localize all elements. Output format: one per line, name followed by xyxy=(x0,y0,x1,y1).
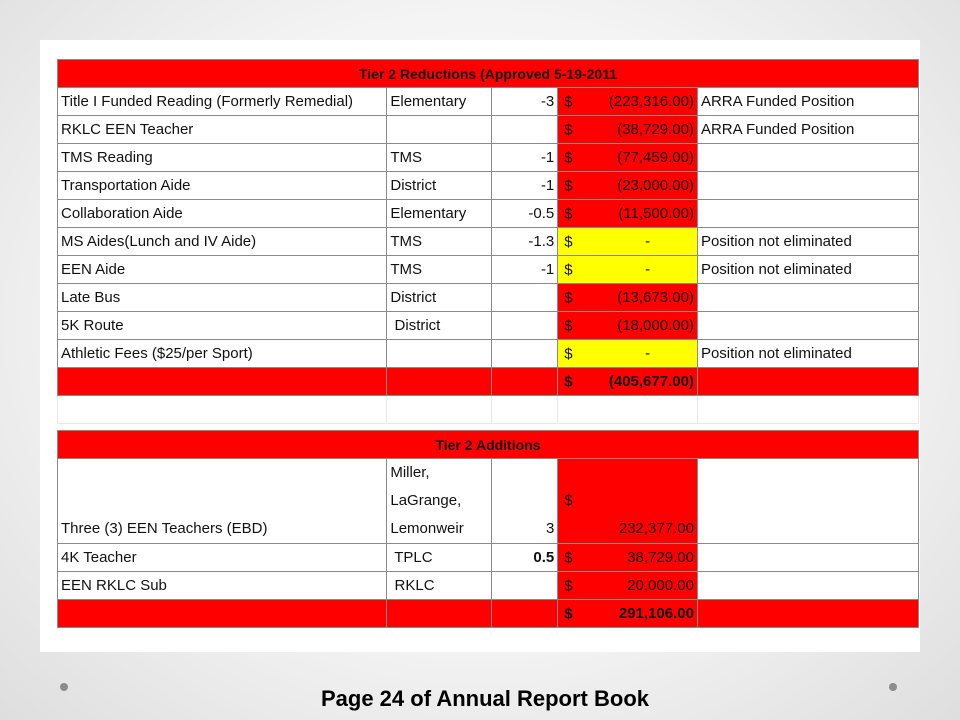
item-cell: Late Bus xyxy=(58,284,387,312)
fte-cell xyxy=(491,340,558,368)
amount-value: (23,000.00) xyxy=(617,177,694,194)
amount-cell xyxy=(558,200,698,228)
total-filler-cell xyxy=(491,600,558,628)
item-cell: Athletic Fees ($25/per Sport) xyxy=(58,340,387,368)
amount-value: (405,677.00) xyxy=(608,373,694,390)
page-caption: Page 24 of Annual Report Book xyxy=(320,686,649,711)
reduction-row xyxy=(58,200,919,228)
location-cell: TMS xyxy=(387,144,491,172)
location-cell xyxy=(387,340,491,368)
amount-cell xyxy=(558,572,698,600)
location-cell: RKLC xyxy=(387,572,491,600)
location-line: Miller, xyxy=(390,464,430,481)
reductions-title: Tier 2 Reductions (Approved 5-19-2011 xyxy=(58,60,919,88)
reduction-row xyxy=(58,256,919,284)
location-cell: Elementary xyxy=(387,200,491,228)
total-filler-cell xyxy=(387,600,491,628)
additions-title-row xyxy=(58,431,919,459)
amount-cell xyxy=(558,459,698,544)
fte-cell xyxy=(491,312,558,340)
location-cell: TMS xyxy=(387,228,491,256)
location-cell: District xyxy=(387,284,491,312)
fte-cell: -1.3 xyxy=(491,228,558,256)
amount-value: (11,500.00) xyxy=(618,205,694,222)
amount-cell xyxy=(558,144,698,172)
item-cell: EEN RKLC Sub xyxy=(58,572,387,600)
amount-cell xyxy=(558,284,698,312)
currency-symbol: $ xyxy=(564,261,573,278)
fte-cell xyxy=(491,116,558,144)
currency-symbol: $ xyxy=(564,345,573,362)
budget-spreadsheet xyxy=(57,59,919,628)
amount-cell xyxy=(558,600,698,628)
reductions-section xyxy=(58,60,919,396)
note-cell xyxy=(697,284,918,312)
item-cell: Transportation Aide xyxy=(58,172,387,200)
total-filler-cell xyxy=(387,368,491,396)
note-cell: Position not eliminated xyxy=(697,340,918,368)
amount-cell xyxy=(558,256,698,284)
note-cell xyxy=(697,572,918,600)
reduction-row xyxy=(58,284,919,312)
location-line: Lemonweir xyxy=(390,520,464,537)
location-cell: Elementary xyxy=(387,88,491,116)
additions-title: Tier 2 Additions xyxy=(58,431,919,459)
amount-cell xyxy=(558,228,698,256)
note-cell: ARRA Funded Position xyxy=(697,88,918,116)
note-cell: Position not eliminated xyxy=(697,256,918,284)
fte-cell: 0.5 xyxy=(491,544,558,572)
currency-symbol: $ xyxy=(564,205,573,222)
reduction-row xyxy=(58,144,919,172)
amount-value: (223,316.00) xyxy=(608,93,694,110)
item-cell: Three (3) EEN Teachers (EBD) xyxy=(58,459,387,544)
amount-value: - xyxy=(645,233,651,250)
currency-symbol: $ xyxy=(564,577,573,594)
addition-row xyxy=(58,544,919,572)
note-cell xyxy=(697,172,918,200)
blank-row xyxy=(58,396,919,424)
location-line: LaGrange, xyxy=(390,492,462,509)
total-filler-cell xyxy=(697,600,918,628)
fte-cell: -0.5 xyxy=(491,200,558,228)
location-cell: District xyxy=(387,312,491,340)
location-cell: District xyxy=(387,172,491,200)
fte-cell: 3 xyxy=(491,459,558,544)
reductions-total-row xyxy=(58,368,919,396)
currency-symbol: $ xyxy=(564,492,573,509)
reduction-row xyxy=(58,88,919,116)
amount-cell xyxy=(558,116,698,144)
item-cell: Title I Funded Reading (Formerly Remedial) xyxy=(58,88,387,116)
addition-row xyxy=(58,459,919,544)
currency-symbol: $ xyxy=(564,317,573,334)
addition-row xyxy=(58,572,919,600)
amount-value: (38,729.00) xyxy=(617,121,694,138)
currency-symbol: $ xyxy=(564,121,573,138)
fte-cell: -3 xyxy=(491,88,558,116)
location-cell: TMS xyxy=(387,256,491,284)
amount-cell xyxy=(558,172,698,200)
note-cell xyxy=(697,312,918,340)
amount-cell xyxy=(558,340,698,368)
currency-symbol: $ xyxy=(564,605,573,622)
amount-cell xyxy=(558,544,698,572)
location-cell: TPLC xyxy=(387,544,491,572)
amount-value: 38,729.00 xyxy=(627,549,694,566)
item-cell: Collaboration Aide xyxy=(58,200,387,228)
note-cell xyxy=(697,144,918,172)
currency-symbol: $ xyxy=(564,177,573,194)
total-filler-cell xyxy=(491,368,558,396)
amount-value: 232,377.00 xyxy=(618,520,694,537)
location-cell xyxy=(387,459,491,544)
fte-cell: -1 xyxy=(491,144,558,172)
additions-section xyxy=(58,431,919,628)
item-cell: RKLC EEN Teacher xyxy=(58,116,387,144)
total-filler-cell xyxy=(697,368,918,396)
amount-value: - xyxy=(645,261,651,278)
note-cell: Position not eliminated xyxy=(697,228,918,256)
currency-symbol: $ xyxy=(564,93,573,110)
reduction-row xyxy=(58,228,919,256)
note-cell xyxy=(697,544,918,572)
gap-row xyxy=(58,424,919,431)
fte-cell: -1 xyxy=(491,172,558,200)
item-cell: 5K Route xyxy=(58,312,387,340)
currency-symbol: $ xyxy=(564,149,573,166)
currency-symbol: $ xyxy=(564,233,573,250)
item-cell: 4K Teacher xyxy=(58,544,387,572)
fte-cell xyxy=(491,284,558,312)
note-cell xyxy=(697,200,918,228)
currency-symbol: $ xyxy=(564,289,573,306)
location-cell xyxy=(387,116,491,144)
note-cell: ARRA Funded Position xyxy=(697,116,918,144)
item-cell: TMS Reading xyxy=(58,144,387,172)
note-cell xyxy=(697,459,918,544)
total-filler-cell xyxy=(58,600,387,628)
amount-value: 291,106.00 xyxy=(618,605,694,622)
item-cell: MS Aides(Lunch and IV Aide) xyxy=(58,228,387,256)
reductions-title-row xyxy=(58,60,919,88)
fte-cell xyxy=(491,572,558,600)
amount-value: (13,673.00) xyxy=(617,289,694,306)
currency-symbol: $ xyxy=(564,549,573,566)
item-cell: EEN Aide xyxy=(58,256,387,284)
total-filler-cell xyxy=(58,368,387,396)
amount-value: - xyxy=(645,345,651,362)
additions-total-row xyxy=(58,600,919,628)
amount-cell xyxy=(558,312,698,340)
amount-cell xyxy=(558,368,698,396)
currency-symbol: $ xyxy=(564,373,573,390)
reduction-row xyxy=(58,312,919,340)
fte-cell: -1 xyxy=(491,256,558,284)
reduction-row xyxy=(58,340,919,368)
amount-cell xyxy=(558,88,698,116)
reduction-row xyxy=(58,116,919,144)
reduction-row xyxy=(58,172,919,200)
amount-value: 20,000.00 xyxy=(627,577,694,594)
amount-value: (77,459.00) xyxy=(617,149,694,166)
amount-value: (18,000.00) xyxy=(617,317,694,334)
